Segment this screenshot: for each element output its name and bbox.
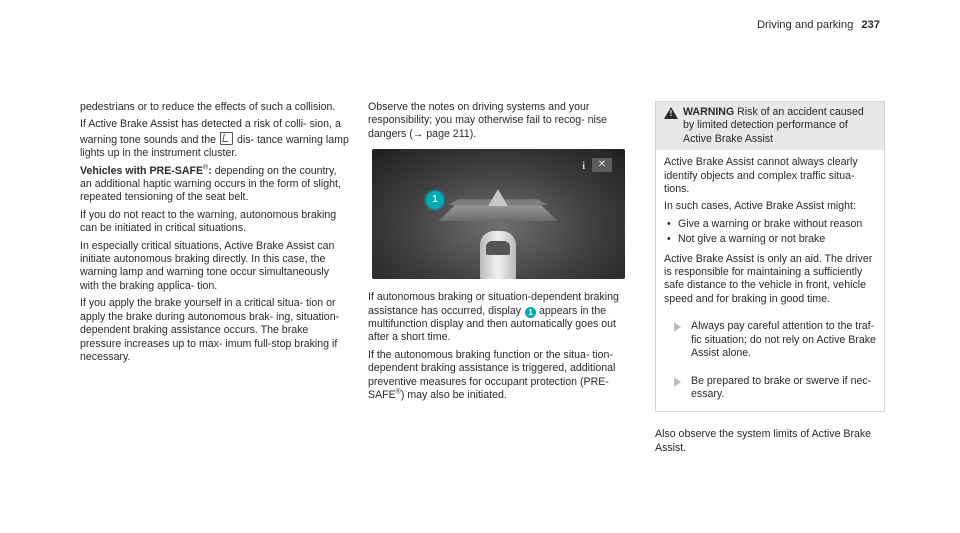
callout-marker: 1 bbox=[525, 307, 536, 318]
action-text: Be prepared to brake or swerve if nec- essary. bbox=[691, 374, 872, 400]
callout-marker: 1 bbox=[426, 191, 444, 209]
column-right bbox=[655, 101, 885, 459]
registered-mark: ® bbox=[203, 164, 209, 172]
list-item: • Give a warning or brake without reason bbox=[664, 218, 876, 231]
action-arrow-icon bbox=[674, 377, 681, 387]
road-illustration bbox=[438, 205, 558, 221]
warning-label: WARNING bbox=[683, 106, 735, 118]
warning-triangle-icon bbox=[664, 107, 678, 119]
vehicle-icon bbox=[480, 231, 516, 279]
action-step bbox=[664, 320, 876, 360]
warning-body bbox=[656, 150, 884, 411]
paragraph bbox=[368, 349, 626, 403]
paragraph: In especially critical situations, Active Brake Assist can initiate autonomous braking directly. In this case, the warning lamp and warning tone occur simultaneously with the braking applica- tion. bbox=[80, 239, 335, 292]
warning-header bbox=[656, 102, 884, 150]
action-step bbox=[664, 375, 876, 402]
page-header bbox=[757, 19, 880, 32]
subheading-colon: : bbox=[208, 164, 212, 177]
section-title: Driving and parking bbox=[756, 19, 854, 31]
paragraph: Also observe the system limits of Active Brake Assist. bbox=[655, 428, 872, 454]
paragraph: pedestrians or to reduce the effects of such a collision. bbox=[80, 101, 336, 113]
paragraph-text: ) may also be initiated. bbox=[400, 389, 507, 402]
page-number: 237 bbox=[861, 19, 880, 31]
subheading: Vehicles with PRE-SAFE bbox=[80, 164, 204, 177]
info-icon: i bbox=[582, 161, 585, 173]
list-item: • Not give a warning or not brake bbox=[664, 233, 876, 246]
paragraph: Active Brake Assist is only an aid. The driver is responsible for maintaining a sufficiently safe distance to the vehicle in front, vehicle speed and for braking in good time. bbox=[664, 252, 873, 305]
paragraph: Active Brake Assist cannot always clearly identify objects and complex traffic situa- tions. bbox=[664, 156, 858, 196]
paragraph: If you apply the brake yourself in a critical situa- tion or apply the brake during autonomous brak- ing, situation-dependent braking assistance occurs. The brake pressure increases up to max- imum full-stop braking if necessary. bbox=[80, 297, 340, 363]
warning-title: Risk of an accident caused by limited detection performance of Active Brake Assist bbox=[683, 106, 864, 145]
action-text: Always pay careful attention to the traf- fic situation; do not rely on Active Brake Assist alone. bbox=[691, 320, 876, 360]
paragraph bbox=[368, 291, 626, 345]
column-middle bbox=[368, 101, 626, 406]
paragraph-text: If the autonomous braking function or the situa- tion-dependent braking assistance is triggered, additional preventive measures for occupant protection (PRE-SAFE bbox=[368, 348, 616, 402]
paragraph bbox=[80, 165, 350, 205]
warning-panel bbox=[655, 101, 885, 412]
close-icon: ✕ bbox=[592, 158, 612, 172]
paragraph bbox=[80, 118, 350, 160]
registered-mark: ® bbox=[395, 388, 401, 396]
paragraph-text: appears in the multifunction display and then automatically goes out after a short time. bbox=[368, 304, 616, 344]
brake-warning-icon bbox=[488, 189, 508, 206]
paragraph: Observe the notes on driving systems and your responsibility; you may otherwise fail to recog- nise dangers (→ page 211). bbox=[368, 101, 608, 140]
distance-warning-lamp-icon bbox=[220, 132, 233, 145]
paragraph-text: dis- tance warning lamp lights up in the instrument cluster. bbox=[80, 133, 349, 160]
column-left bbox=[80, 101, 350, 368]
multifunction-display-figure bbox=[372, 149, 625, 279]
paragraph-text: If Active Brake Assist has detected a risk of colli- sion, a warning tone sounds and the bbox=[80, 118, 341, 146]
action-arrow-icon bbox=[674, 322, 681, 332]
paragraph-text: If autonomous braking or situation-dependent braking assistance has occurred, display bbox=[368, 291, 619, 317]
paragraph: If you do not react to the warning, autonomous braking can be initiated in critical situations. bbox=[80, 208, 337, 235]
paragraph-text: depending on the country, an additional haptic warning occurs in the form of slight, repeated tensioning of the seat belt. bbox=[80, 164, 341, 204]
paragraph: In such cases, Active Brake Assist might: bbox=[664, 200, 856, 213]
